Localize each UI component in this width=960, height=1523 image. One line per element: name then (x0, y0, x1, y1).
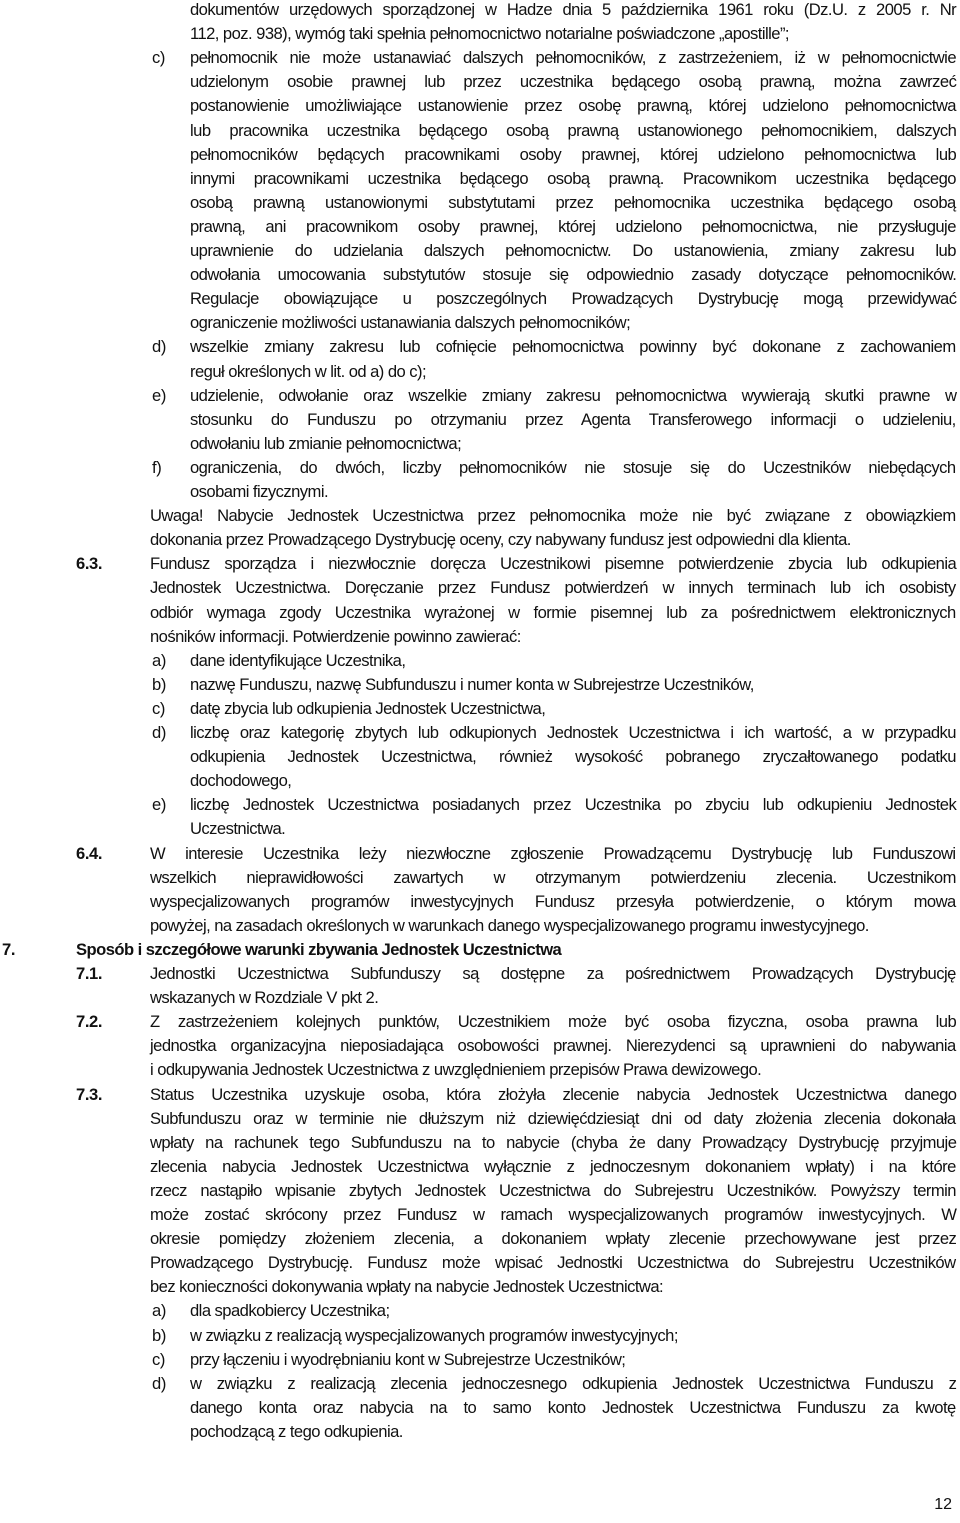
list-item-line: datę zbycia lub odkupienia Jednostek Uczestnictwa, (190, 698, 546, 718)
list-item-c-line: uprawnienie do udzielania dalszych pełnomocnictw. Do ustanowienia, zmiany zakresu lub (190, 241, 956, 260)
section-number-7-1: 7.1. (76, 964, 103, 983)
section-7-3-line: zlecenia nabycia Jednostek Uczestnictwa wyłącznie z jednoczesnym dokonaniem wpłaty) i na które (150, 1156, 956, 1176)
list-item-line: liczbę oraz kategorię zbytych lub odkupionych Jednostek Uczestnictwa i ich wartość, a w przypadku (190, 723, 956, 742)
list-item-line: danego konta oraz nabycia na to samo konto Jednostek Uczestnictwa Funduszu za kwotę (190, 1397, 956, 1417)
list-label: c) (152, 698, 166, 718)
warning-note-line: Uwaga! Nabycie Jednostek Uczestnictwa przez pełnomocnika może nie być związane z obowiązkiem (150, 506, 956, 526)
list-label: c) (152, 1349, 166, 1369)
list-item-c-line: prawną, ani pracownikom osoby prawnej, której udzielono pełnomocnictwa, nie przysługuje (190, 216, 956, 236)
section-6-3-line: Jednostek Uczestnictwa. Doręczanie przez Fundusz potwierdzeń w innych terminach lub ich osobisty (150, 578, 956, 598)
paragraph-line: 112, poz. 938), wymóg taki spełnia pełnomocnictwo notarialne poświadczone „apostille”; (190, 24, 789, 44)
list-label-f: f) (152, 457, 162, 477)
section-7-1-line: Jednostki Uczestnictwa Subfunduszy są dostępne za pośrednictwem Prowadzących Dystrybucję (150, 964, 956, 983)
section-7-3-line: Status Uczestnika uzyskuje osoba, która złożyła zlecenie nabycia Jednostek Uczestnictwa danego (150, 1084, 957, 1104)
page-number: 12 (934, 1496, 952, 1513)
list-item-line: przy łączeniu i wyodrębnianiu kont w Subrejestrze Uczestników; (190, 1349, 626, 1369)
list-item-f-line: osobami fizycznymi. (190, 482, 329, 501)
list-item-c-line: ograniczenie możliwości ustanawiania dalszych pełnomocników; (190, 313, 631, 333)
list-item-line: Uczestnictwa. (190, 819, 286, 839)
section-7-3-line: bez konieczności dokonywania wpłaty na nabycie Jednostek Uczestnictwa: (150, 1277, 664, 1297)
list-item-c-line: pełnomocników będących pracownikami osoby prawnej, której udzielono pełnomocnictwa lub (190, 144, 957, 164)
list-item-c-line: udzielonym osobie prawnej lub przez uczestnika będącego osobą prawną, można zawrzeć (190, 72, 957, 92)
section-7-2-line: i odkupywania Jednostek Uczestnictwa z uwzględnieniem przepisów Prawa dewizowego. (150, 1060, 762, 1080)
list-item-c-line: odwołania umocowania substytutów stosuje się odpowiednio zasady dotyczące pełnomocników. (190, 265, 957, 285)
section-7-3-line: rzecz nastąpiło wpisanie zbytych Jednostek Uczestnictwa do Subrejestru Uczestników. Powyższy termin (150, 1180, 956, 1200)
list-label: b) (152, 1325, 166, 1345)
section-7-3-line: może zostać skrócony przez Fundusz w ramach wyspecjalizowanych programów inwestycyjnych. W (150, 1205, 957, 1224)
list-item-c-line: innymi pracownikami uczestnika będącego osobą prawną. Pracownikom uczestnika będącego (190, 168, 956, 188)
list-item-line: pochodzącą z tego odkupienia. (190, 1421, 403, 1441)
section-7-2-line: jednostka organizacyjna nieposiadająca osobowości prawnej. Nierezydenci są uprawnieni do nabywania (150, 1036, 956, 1056)
list-label-d: d) (152, 337, 166, 357)
section-number-6-3: 6.3. (76, 554, 103, 574)
list-item-c-line: pełnomocnik nie może ustanawiać dalszych pełnomocników, z zastrzeżeniem, iż w pełnomocnictwie (190, 48, 957, 68)
list-item-line: w związku z realizacją wyspecjalizowanych programów inwestycyjnych; (190, 1325, 678, 1345)
list-label: d) (152, 723, 166, 742)
section-6-3-line: nośników informacji. Potwierdzenie powinno zawierać: (150, 626, 521, 646)
section-7-3-line: Subfunduszu oraz w terminie nie dłuższym niż dziewięćdziesiąt dni od daty złożenia zlecenia dokonała (150, 1108, 956, 1128)
section-7-2-line: Z zastrzeżeniem kolejnych punktów, Uczestnikiem może być osoba fizyczna, osoba prawna lub (150, 1012, 957, 1032)
section-6-3-line: Fundusz sporządza i niezwłocznie doręcza Uczestnikowi pisemne potwierdzenie zbycia lub odkupienia (150, 554, 957, 574)
list-label: a) (152, 650, 166, 670)
list-label: e) (152, 795, 166, 815)
list-item-line: liczbę Jednostek Uczestnictwa posiadanych przez Uczestnika po zbyciu lub odkupieniu Jednostek (190, 795, 957, 815)
list-item-d-line: wszelkie zmiany zakresu lub cofnięcie pełnomocnictwa powinny być dokonane z zachowaniem (190, 337, 956, 357)
section-6-4-line: wyspecjalizowanych programów inwestycyjnych Fundusz przesyła potwierdzenie, o którym mowa (150, 891, 956, 911)
list-item-c-line: lub pracownika uczestnika będącego osobą prawną ustanowionego pełnomocnikiem, dalszych (190, 120, 957, 140)
list-item-e-line: odwołaniu lub zmianie pełnomocnictwa; (190, 433, 462, 453)
section-6-4-line: powyżej, na zasadach określonych w warunkach danego wyspecjalizowanego programu inwestycyjnego. (150, 915, 869, 935)
list-item-f-line: ograniczenia, do dwóch, liczby pełnomocników nie stosuje się do Uczestników niebędących (190, 457, 956, 477)
list-item-e-line: udzielenie, odwołanie oraz wszelkie zmiany zakresu pełnomocnictwa wywierają skutki prawne w (190, 385, 957, 405)
section-7-3-line: okresie pomiędzy złożeniem zlecenia, a dokonaniem wpłaty zlecenie przechowywane jest przez (150, 1229, 957, 1249)
section-number-7: 7. (2, 939, 16, 959)
list-label: a) (152, 1301, 166, 1321)
section-7-1-line: wskazanych w Rozdziale V pkt 2. (150, 988, 379, 1008)
section-6-3-line: odbiór wymaga zgody Uczestnika wyrażonej w formie pisemnej lub za pośrednictwem elektronicznych (150, 602, 956, 622)
section-number-6-4: 6.4. (76, 843, 103, 863)
section-7-3-line: wpłaty na rachunek tego Subfunduszu na to nabycie (chyba że dany Prowadzący Dystrybucję przyjmuje (150, 1132, 957, 1152)
list-label-e: e) (152, 385, 166, 405)
list-item-line: odkupienia Jednostek Uczestnictwa, również wysokość pobranego zryczałtowanego podatku (190, 747, 956, 767)
list-item-d-line: reguł określonych w lit. od a) do c); (190, 361, 427, 381)
list-item-line: w związku z realizacją zlecenia jednoczesnego odkupienia Jednostek Uczestnictwa Funduszu z (190, 1373, 957, 1393)
list-item-c-line: postanowienie umożliwiające ustanowienie przez osobę prawną, której udzielono pełnomocnictwa (190, 96, 956, 116)
section-6-4-line: W interesie Uczestnika leży niezwłoczne zgłoszenie Prowadzącemu Dystrybucję lub Funduszowi (150, 843, 956, 863)
list-item-line: dane identyfikujące Uczestnika, (190, 650, 406, 670)
section-heading: Sposób i szczegółowe warunki zbywania Jednostek Uczestnictwa (76, 939, 562, 959)
list-label: b) (152, 674, 166, 694)
section-number-7-3: 7.3. (76, 1084, 103, 1104)
paragraph-line: dokumentów urzędowych sporządzonej w Hadze dnia 5 października 1961 roku (Dz.U. z 2005 r. Nr (190, 0, 957, 19)
section-6-4-line: wszelkich nieprawidłowości zawartych w otrzymanym potwierdzeniu zlecenia. Uczestnikom (150, 867, 956, 887)
section-7-3-line: Prowadzącego Dystrybucję. Fundusz może wpisać Jednostki Uczestnictwa do Subrejestru Uczestników (150, 1253, 956, 1273)
list-item-c-line: Regulacje obowiązujące u poszczególnych Prowadzących Dystrybucję mogą przewidywać (190, 289, 957, 309)
warning-note-line: dokonania przez Prowadzącego Dystrybucję oceny, czy nabywany fundusz jest odpowiedni dla klienta. (150, 530, 851, 550)
list-item-line: dla spadkobiercy Uczestnika; (190, 1301, 390, 1321)
list-label-c: c) (152, 48, 166, 68)
list-item-e-line: stosunku do Funduszu po otrzymaniu przez Agenta Transferowego informacji o udzieleniu, (190, 409, 956, 429)
list-item-line: nazwę Funduszu, nazwę Subfunduszu i numer konta w Subrejestrze Uczestników, (190, 674, 754, 694)
list-item-line: dochodowego, (190, 771, 292, 791)
section-number-7-2: 7.2. (76, 1012, 103, 1032)
list-item-c-line: osobą prawną ustanowionymi substytutami przez pełnomocnika uczestnika będącego osobą (190, 192, 956, 212)
list-label: d) (152, 1373, 166, 1393)
